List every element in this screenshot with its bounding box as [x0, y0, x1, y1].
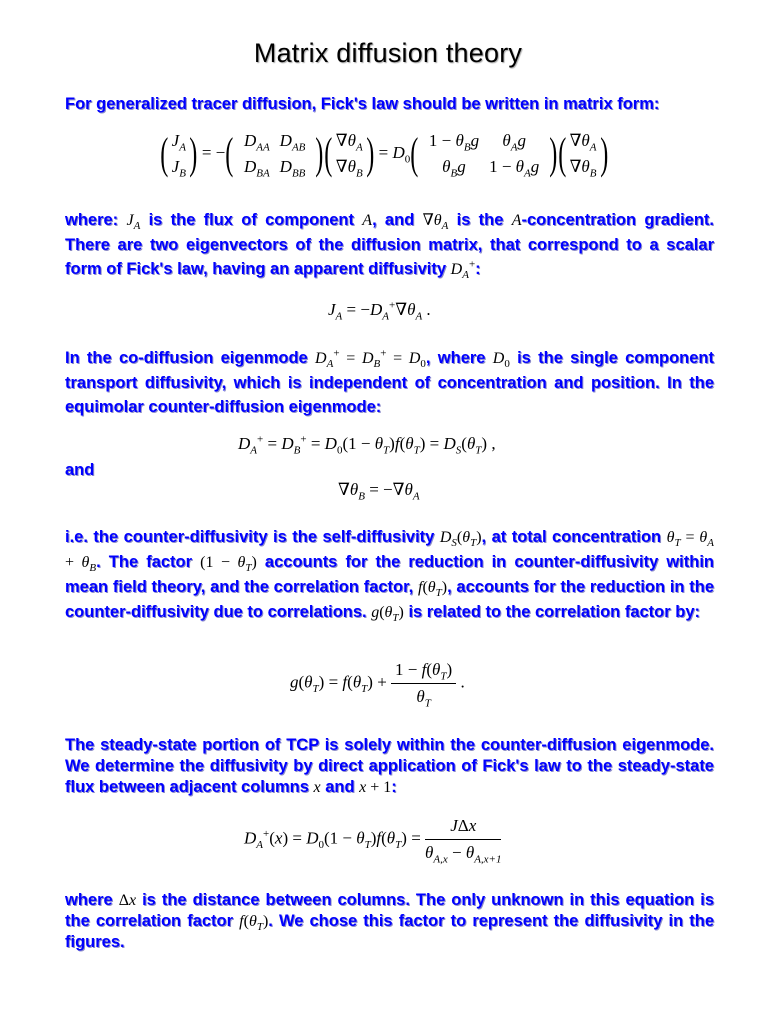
correlation-factor-equation: $g(\theta_T) = f(\theta_T)$ + $\frac{1 - f(\theta_T)}{\theta_T}$ .: [290, 660, 465, 710]
and-label: and: [65, 461, 95, 479]
self-diffusivity-paragraph: i.e. the counter-diffusivity is the self-diffusivity $D_S(\theta_T)$, at total concentration $\theta_T = \theta_A + \theta_B$. The factor $(1 - \theta_T)$ accounts for the reduction in counter-diffusivity within mean field theory, and the correlation factor, $f(\theta_T)$, accounts for the reduction in the counter-diffusivity due to correlations. $g(\theta_T)$ is related to the correlation factor by:: [65, 528, 715, 625]
intro-paragraph: [65, 92, 714, 116]
scalar-fick-equation: $J_A = -D_A^+\nabla\theta_A$ .: [328, 299, 431, 323]
intro-text: For generalized tracer diffusion, Fick's law should be written in matrix form:: [65, 95, 660, 113]
steady-state-diffusivity-equation: $D_A^+(x) = D_0(1 - \theta_T)f(\theta_T)$ = $\frac{\text{JΔx}}{\theta_{A,x} - \theta_{A,x+1}}$: [244, 816, 502, 866]
counter-diffusivity-equation: $D_A^+ = D_B^+ = D_0(1 - \theta_T)f(\theta_T) = D_S(\theta_T)$ ,: [238, 433, 496, 457]
gradient-equation: $\nabla\theta_B = -\nabla\theta_A$: [338, 480, 420, 503]
matrix-fick-equation: ( $J_A$ $J_B$ ) = −( $D_{AA}$ $D_{AB}$ $D_{BA}$ $D_{BB}$ )( $\nabla\theta_A$ $\nabla\theta_B$ ) = $D_0$( $1 - \theta_Bg$ $\theta_Ag$ $\theta_Bg$ $1 - \theta_Ag$ )( $\nabla\theta_A$ $\nabla\theta_B$ ): [160, 129, 608, 180]
page-title: Matrix diffusion theory: [253, 38, 523, 68]
steady-state-paragraph: The steady-state portion of TCP is solely within the counter-diffusion eigenmode. We determine the diffusivity by direct application of Fick's law to the steady-state flux between adjacent columns x and x + 1:: [65, 736, 714, 796]
closing-paragraph: where Δx is the distance between columns. The only unknown in this equation is the correlation factor $f(\theta_T)$. We chose this factor to represent the diffusivity in the figures.: [65, 891, 714, 951]
co-diffusion-paragraph: In the co-diffusion eigenmode $D_A^+ = D_B^+ = D_0$, where $D_0$ is the single component transport diffusivity, which is independent of concentration and position. In the equimolar counter-diffusion eigenmode:: [65, 347, 715, 416]
definitions-paragraph: where: $J_A$ is the flux of component A, and $\nabla\theta_A$ is the A-concentration gradient. There are two eigenvectors of the diffusion matrix, that correspond to a scalar form of Fick's law, having an apparent diffusivity $D_A^+$:: [65, 211, 715, 282]
